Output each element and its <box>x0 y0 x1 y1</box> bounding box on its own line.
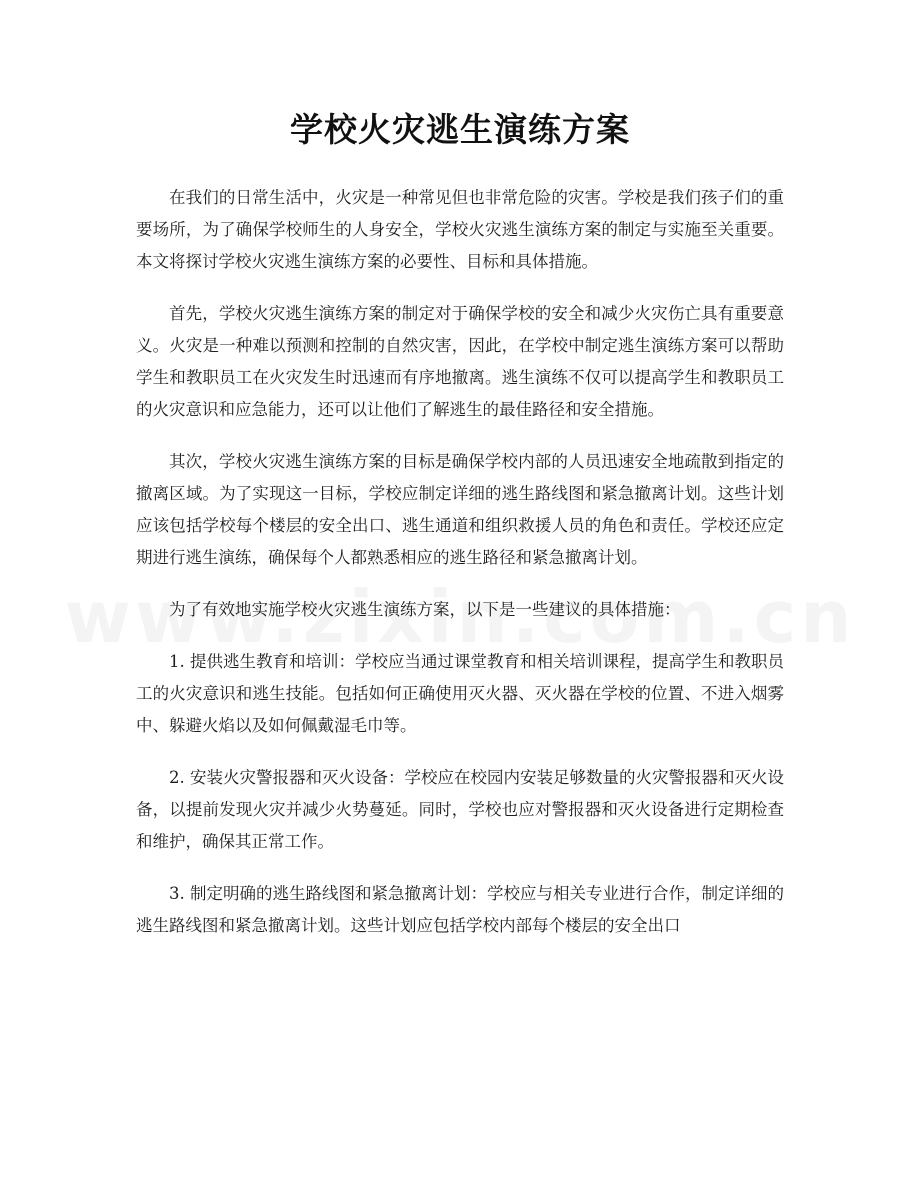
paragraph-intro: 在我们的日常生活中，火灾是一种常见但也非常危险的灾害。学校是我们孩子们的重要场所，为了确保学校师生的人身安全，学校火灾逃生演练方案的制定与实施至关重要。本文将探讨学校火灾逃生演练方案的必要性、目标和具体措施。 <box>136 188 784 271</box>
paragraph-measures-intro: 为了有效地实施学校火灾逃生演练方案，以下是一些建议的具体措施： <box>169 600 681 619</box>
paragraph-first: 首先，学校火灾逃生演练方案的制定对于确保学校的安全和减少火灾伤亡具有重要意义。火灾是一种难以预测和控制的自然灾害，因此，在学校中制定逃生演练方案可以帮助学生和教职员工在火灾发生时迅速而有序地撤离。逃生演练不仅可以提高学生和教职员工的火灾意识和应急能力，还可以让他们了解逃生的最佳路径和安全措施。 <box>136 304 784 419</box>
document-title: 学校火灾逃生演练方案 <box>290 110 630 149</box>
paragraph-second: 其次，学校火灾逃生演练方案的目标是确保学校内部的人员迅速安全地疏散到指定的撤离区域。为了实现这一目标，学校应制定详细的逃生路线图和紧急撤离计划。这些计划应该包括学校每个楼层的安全出口、逃生通道和组织救援人员的角色和责任。学校还应定期进行逃生演练，确保每个人都熟悉相应的逃生路径和紧急撤离计划。 <box>136 452 784 567</box>
list-item-measure-2: 2. 安装火灾警报器和灭火设备：学校应在校园内安装足够数量的火灾警报器和灭火设备，以提前发现火灾并减少火势蔓延。同时，学校也应对警报器和灭火设备进行定期检查和维护，确保其正常工作。 <box>136 768 784 851</box>
document-body <box>136 182 784 962</box>
list-item-measure-1: 1. 提供逃生教育和培训：学校应当通过课堂教育和相关培训课程，提高学生和教职员工的火灾意识和逃生技能。包括如何正确使用灭火器、灭火器在学校的位置、不进入烟雾中、躲避火焰以及如何佩戴湿毛巾等。 <box>136 652 784 735</box>
list-item-measure-3: 3. 制定明确的逃生路线图和紧急撤离计划：学校应与相关专业进行合作，制定详细的逃生路线图和紧急撤离计划。这些计划应包括学校内部每个楼层的安全出口 <box>136 884 784 935</box>
